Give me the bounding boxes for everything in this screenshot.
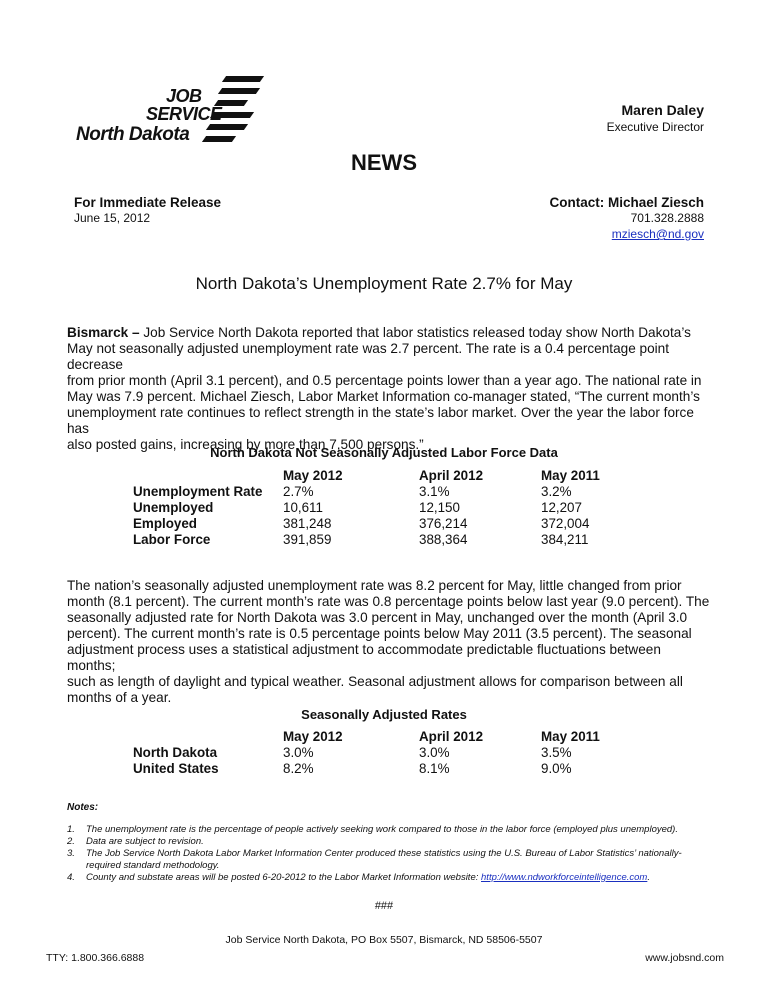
table1-cell: 372,004	[541, 516, 590, 531]
paragraph-line: such as length of daylight and typical weather. Seasonal adjustment allows for comparison between all	[67, 674, 683, 689]
table2-cell: 3.5%	[541, 745, 572, 760]
table1-cell: 384,211	[541, 532, 589, 547]
note-text: County and substate areas will be posted 6-20-2012 to the Labor Market Information website: http://www.ndworkforceintelligence.com.	[86, 872, 650, 883]
contact-label: Contact: Michael Ziesch	[549, 195, 704, 210]
footer-website: www.jobsnd.com	[645, 952, 724, 964]
table2-cell: 3.0%	[283, 745, 314, 760]
table1-row-label: Employed	[133, 516, 197, 531]
paragraph-line: also posted gains, increasing by more than 7,500 persons.”	[67, 437, 424, 452]
note-number: 3.	[67, 848, 75, 859]
national-paragraph	[67, 578, 713, 706]
headline: North Dakota’s Unemployment Rate 2.7% for May	[195, 274, 573, 293]
table2-cell: 9.0%	[541, 761, 572, 776]
table1-title: North Dakota Not Seasonally Adjusted Labor Force Data	[210, 445, 558, 460]
table1-cell: 376,214	[419, 516, 468, 531]
intro-paragraph	[67, 325, 713, 453]
paragraph-line: month (8.1 percent). The current month’s rate was 0.8 percentage points below last year (9.0 percent). The	[67, 594, 710, 609]
table1-row-label: Unemployed	[133, 500, 214, 515]
table1-row-label: Unemployment Rate	[133, 484, 263, 499]
table1-cell: 2.7%	[283, 484, 314, 499]
note-text: The Job Service North Dakota Labor Market Information Center produced these statistics using the U.S. Bureau of Labor Statistics’ nationally-	[86, 848, 682, 859]
table1-cell: 12,150	[419, 500, 460, 515]
table1-cell: 3.1%	[419, 484, 450, 499]
table2-col-header: May 2011	[541, 729, 600, 744]
table2-col-header: April 2012	[419, 729, 484, 744]
note-number: 1.	[67, 824, 75, 835]
table1-row-label: Labor Force	[133, 532, 211, 547]
note-text: The unemployment rate is the percentage of people actively seeking work compared to those in the labor force (employed plus unemployed).	[86, 824, 678, 835]
note-number: 4.	[67, 872, 75, 883]
end-marker: ###	[374, 900, 394, 912]
note-text-continued: required standard methodology.	[86, 860, 220, 871]
dateline: Bismarck –	[67, 325, 140, 340]
notes-heading: Notes:	[67, 802, 99, 813]
table1-col-header: April 2012	[419, 468, 484, 483]
table2-col-header: May 2012	[283, 729, 343, 744]
release-label: For Immediate Release	[74, 195, 222, 210]
table2-cell: 8.1%	[419, 761, 450, 776]
paragraph-line: from prior month (April 3.1 percent), and 0.5 percentage points lower than a year ago. The national rate in	[67, 373, 702, 388]
table1-col-header: May 2011	[541, 468, 600, 483]
table1-cell: 381,248	[283, 516, 332, 531]
contact-email-link[interactable]: mziesch@nd.gov	[611, 227, 704, 241]
table1-cell: 3.2%	[541, 484, 572, 499]
table1-col-header: May 2012	[283, 468, 343, 483]
table2-row-label: United States	[133, 761, 219, 776]
paragraph-line: May was 7.9 percent. Michael Ziesch, Labor Market Information co-manager stated, “The current month’s	[67, 389, 700, 404]
footer-address: Job Service North Dakota, PO Box 5507, Bismarck, ND 58506-5507	[225, 934, 543, 946]
paragraph-line: months of a year.	[67, 690, 172, 705]
director-name: Maren Daley	[621, 102, 704, 118]
paragraph-line: percent). The current month’s rate is 0.5 percentage points below May 2011 (3.5 percent). The seasonal	[67, 626, 692, 641]
table2-row-label: North Dakota	[133, 745, 218, 760]
table2-title: Seasonally Adjusted Rates	[301, 707, 467, 722]
footer-tty: TTY: 1.800.366.6888	[46, 952, 145, 964]
table1-cell: 12,207	[541, 500, 582, 515]
paragraph-line: Bismarck – Job Service North Dakota reported that labor statistics released today show North Dakota’s	[67, 325, 691, 340]
lmi-website-link[interactable]: http://www.ndworkforceintelligence.com	[481, 872, 648, 883]
table1-cell: 10,611	[283, 500, 323, 515]
job-service-logo	[74, 74, 266, 148]
table1-cell: 388,364	[419, 532, 468, 547]
paragraph-line: May not seasonally adjusted unemployment rate was 2.7 percent. The rate is a 0.4 percentage point decrease	[67, 341, 670, 372]
logo-stripe	[222, 76, 264, 82]
note-text: Data are subject to revision.	[86, 836, 204, 847]
news-heading: NEWS	[351, 150, 417, 175]
release-date: June 15, 2012	[74, 211, 151, 225]
logo-text-north-dakota: North Dakota	[76, 124, 190, 145]
logo-text-service: SERVICE	[146, 104, 222, 124]
paragraph-line: seasonally adjusted rate for North Dakota was 3.0 percent in May, unchanged over the month (April 3.0	[67, 610, 688, 625]
table2-cell: 3.0%	[419, 745, 450, 760]
paragraph-line: adjustment process uses a statistical adjustment to accommodate predictable fluctuations between months;	[67, 642, 661, 673]
note-number: 2.	[67, 836, 75, 847]
paragraph-line: The nation’s seasonally adjusted unemployment rate was 8.2 percent for May, little changed from prior	[67, 578, 682, 593]
contact-phone: 701.328.2888	[630, 211, 704, 225]
table2-cell: 8.2%	[283, 761, 314, 776]
logo-text-job: JOB	[166, 86, 202, 106]
table1-cell: 391,859	[283, 532, 332, 547]
logo-stripe	[218, 88, 260, 94]
director-title: Executive Director	[606, 120, 704, 134]
paragraph-line: unemployment rate continues to reflect strength in the state’s labor market. Over the year the labor force has	[67, 405, 694, 436]
logo-stripe	[202, 136, 236, 142]
